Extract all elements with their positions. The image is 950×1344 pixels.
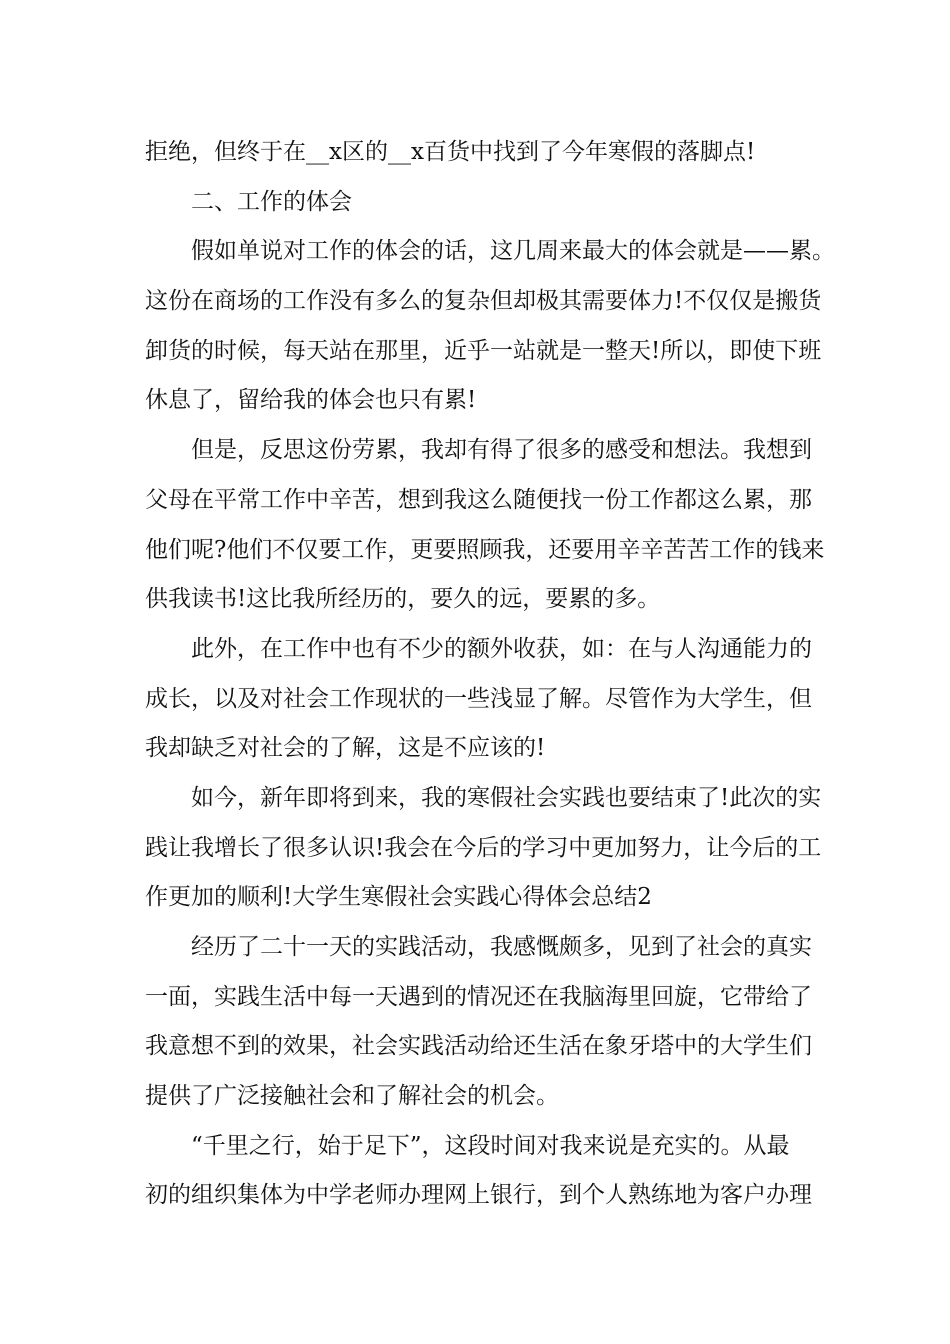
text-line: 供我读书!这比我所经历的，要久的远，要累的多。	[145, 586, 661, 613]
text-line: 作更加的顺利!大学生寒假社会实践心得体会总结2	[145, 884, 652, 911]
text-line: 践让我增长了很多认识!我会在今后的学习中更加努力，让今后的工	[145, 834, 822, 861]
text-line: 如今，新年即将到来，我的寒假社会实践也要结束了!此次的实	[191, 784, 822, 811]
text-line: 提供了广泛接触社会和了解社会的机会。	[145, 1083, 559, 1110]
text-line: 但是，反思这份劳累，我却有得了很多的感受和想法。我想到	[191, 437, 812, 464]
text-line: 经历了二十一天的实践活动，我感慨颇多，见到了社会的真实	[191, 934, 812, 960]
document-body	[145, 128, 835, 1221]
text-line: 这份在商场的工作没有多么的复杂但却极其需要体力!不仅仅是搬货	[145, 288, 822, 315]
text-line: 初的组织集体为中学老师办理网上银行，到个人熟练地为客户办理	[145, 1182, 812, 1209]
text-line: “千里之行，始于足下”，这段时间对我来说是充实的。从最	[191, 1132, 790, 1159]
text-line: 休息了，留给我的体会也只有累!	[145, 387, 477, 414]
text-line: 父母在平常工作中辛苦，想到我这么随便找一份工作都这么累，那	[145, 486, 812, 513]
text-line: 卸货的时候，每天站在那里，近乎一站就是一整天!所以，即使下班	[145, 337, 822, 364]
text-line: 拒绝，但终于在__x区的__x百货中找到了今年寒假的落脚点!	[145, 139, 756, 165]
text-line: 成长，以及对社会工作现状的一些浅显了解。尽管作为大学生，但	[145, 685, 812, 712]
text-line: 我却缺乏对社会的了解，这是不应该的!	[145, 735, 546, 762]
text-line: 此外，在工作中也有不少的额外收获，如：在与人沟通能力的	[191, 635, 812, 662]
text-line: 假如单说对工作的体会的话，这几周来最大的体会就是——累。	[191, 238, 835, 265]
text-line: 一面，实践生活中每一天遇到的情况还在我脑海里回旋，它带给了	[145, 983, 812, 1010]
text-line: 二、工作的体会	[191, 188, 352, 215]
text-line: 我意想不到的效果，社会实践活动给还生活在象牙塔中的大学生们	[145, 1033, 812, 1060]
text-line: 他们呢?他们不仅要工作，更要照顾我，还要用辛辛苦苦工作的钱来	[145, 536, 825, 563]
